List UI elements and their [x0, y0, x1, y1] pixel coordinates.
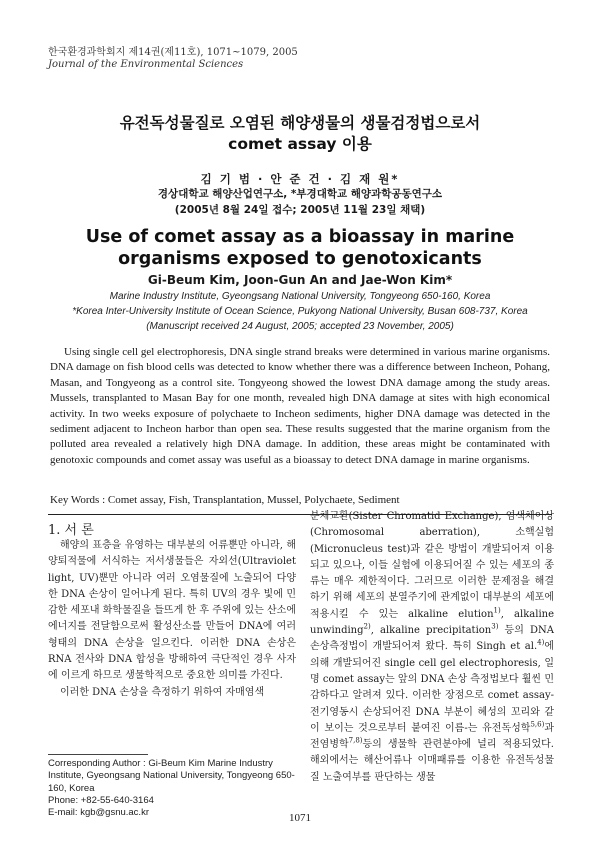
- body-paragraph: 이러한 DNA 손상을 측정하기 위하여 자매염색: [60, 686, 265, 698]
- body-text: , alkaline precipitation: [370, 625, 492, 637]
- citation: 1): [493, 606, 501, 615]
- section-heading-introduction: 1. 서 론: [48, 523, 94, 538]
- english-title-line2: organisms exposed to genotoxicants: [118, 249, 482, 269]
- english-title: [0, 226, 600, 270]
- korean-affiliation: 경상대학교 해양산업연구소, *부경대학교 해양과학공동연구소: [157, 188, 443, 200]
- citation: 3): [491, 622, 499, 631]
- body-text: 등의 DNA 손상측정법이 개발되어져 왔다. 특히 Singh et al.: [310, 625, 554, 653]
- citation: 2): [363, 622, 371, 631]
- abstract: Using single cell gel electrophoresis, DNA single strand breaks were determined in various marine organisms. DNA damage on fish blood cells was detected to know whether there was a difference between Incheon, Pohang, Masan, and Tongyeong as a control site. Tongyeong showed the lowest DNA damage among the study areas. Mussels, transplanted to Masan Bay for one month, revealed high DNA damage at sites with high economical activity. In two weeks exposure of polychaete to Incheon sediments, higher DNA damage was detected in the sediment adjacent to Incheon harbor than open sea. These results suggested that the marine organism from the polluted area revealed a relatively high DNA damage. In addition, these areas might be contaminated with genotoxic compounds and comet assay was useful as a bioassay to detect DNA damage in marine organisms.: [50, 346, 550, 466]
- korean-title-line1: 유전독성물질로 오염된 해양생물의 생물검정법으로서: [119, 114, 481, 132]
- citation: 4): [537, 639, 545, 648]
- body-paragraph: 해양의 표층을 유영하는 대부분의 어류뿐만 아니라, 해양퇴적물에 서식하는 저서생물들은 자외선(Ultraviolet light, UV)뿐만 아니라 여러 오염물질에 노출되어 다양한 DNA 손상이 일어나게 된다. 특히 UV의 경우 빛에 민감한 세포내 화학물질을 들뜨게 한 후 주위에 있는 산소에 에너지를 전달함으로써 활성산소를 만들어 DNA에 여러 형태의 DNA 손상을 일으킨다. 이러한 DNA 손상은 RNA 전사와 DNA 합성을 방해하여 극단적인 경우 사자에 이르게 하므로 생물학적으로 중요한 의미를 가진다.: [48, 540, 296, 682]
- footnote-rule: [48, 754, 148, 755]
- korean-authors: 김 기 범 · 안 준 건 · 김 재 원*: [200, 172, 400, 186]
- body-column-right: [310, 509, 554, 786]
- english-title-line1: Use of comet assay as a bioassay in marine: [85, 227, 515, 247]
- body-text: 분체교환(Sister Chromatid Exchange), 염색체이상(Chromosomal aberration), 소핵실험(Micronucleus test)과 같은 방법이 개발되어져 이용되고 있으나, 이들 실험에 이용되어질 수 있는 세포의 종류는 매우 제한적이다. 그러므로 이러한 문제점을 해결하기 위해 세포의 분열주기에 관계없이 대부분의 세포에 적용시킬 수 있는 alkaline elution: [310, 511, 554, 620]
- journal-header: [48, 47, 298, 71]
- citation: 5,6): [530, 720, 545, 729]
- keywords: Key Words : Comet assay, Fish, Transplantation, Mussel, Polychaete, Sediment: [50, 494, 400, 506]
- body-text: 등의 생물학 관련분야에 널리 적용되었다. 해외에서는 해산어류나 이매패류를 이용한 유전독성물질 노출여부를 판단하는 생물: [310, 739, 554, 783]
- journal-english-name: Journal of the Environmental Sciences: [48, 59, 244, 70]
- korean-title-line2: comet assay 이용: [228, 135, 372, 153]
- english-affiliation-2: *Korea Inter-University Institute of Ocean Science, Pukyong National University, Busan 608-737, Korea: [72, 306, 528, 317]
- korean-dates: (2005년 8월 24일 접수; 2005년 11월 23일 채택): [174, 204, 426, 216]
- citation: 7,8): [348, 736, 363, 745]
- body-column-left: [48, 538, 296, 701]
- page-number: 1071: [289, 812, 311, 824]
- manuscript-dates: (Manuscript received 24 August, 2005; accepted 23 November, 2005): [146, 321, 454, 332]
- body-text: , alkaline unwinding: [310, 608, 554, 637]
- body-text: 과 전염병학: [310, 722, 554, 751]
- footnote-author: Corresponding Author : Gi-Beum Kim Marine Industry Institute, Gyeongsang National University, Tongyeong 650-160, Korea: [48, 758, 295, 794]
- korean-title: [0, 113, 600, 155]
- english-authors: Gi-Beum Kim, Joon-Gun An and Jae-Won Kim*: [147, 273, 453, 287]
- footnote-phone: Phone: +82-55-640-3164: [48, 794, 154, 806]
- english-affiliation-1: Marine Industry Institute, Gyeongsang National University, Tongyeong 650-160, Korea: [109, 291, 491, 302]
- footnote-email: E-mail: kgb@gsnu.ac.kr: [48, 807, 149, 819]
- journal-korean-line: 한국환경과학회지 제14권(제11호), 1071~1079, 2005: [48, 47, 298, 58]
- body-text: 에 의해 개발되어진 single cell gel electrophoresis, 일명 comet assay는 앞의 DNA 손상 측정법보다 훨씬 민감하다고 알려져 있다. 이러한 장점으로 comet assay-전기영동시 손상되어진 DNA 부분이 혜성의 꼬리와 같이 보이는 것으로부터 붙여진 이름-는 유전독성학: [310, 641, 554, 734]
- corresponding-author-footnote: [48, 758, 298, 819]
